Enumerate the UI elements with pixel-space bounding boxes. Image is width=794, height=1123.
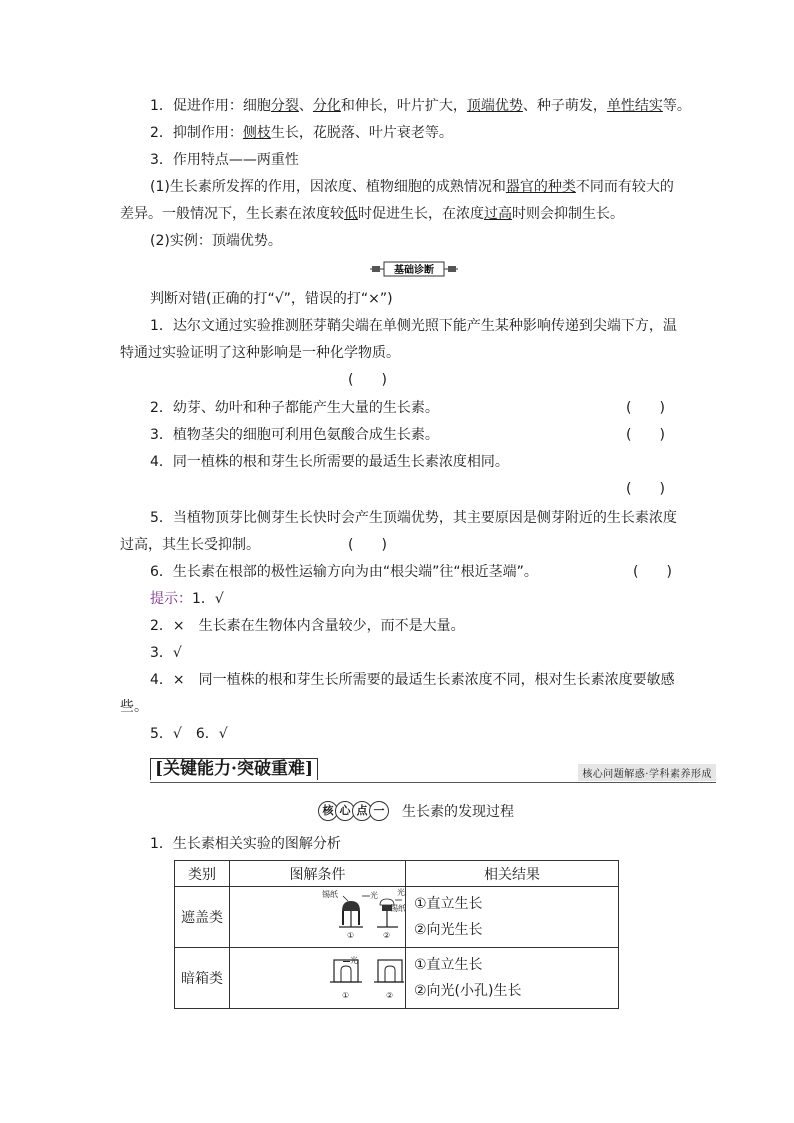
blank-fenhua: 分化 [312,98,341,114]
judge-intro: 判断对错(正确的打“√”，错误的打“×”) [150,291,393,307]
judge-q4: 4．同一植株的根和芽生长所需要的最适生长素浓度相同。 [150,454,509,470]
blank-cezhi: 侧枝 [242,125,271,141]
blank-di: 低 [344,206,358,222]
row2-result-1: ①直立生长 [414,957,483,973]
row1-category: 遮盖类 [175,887,230,948]
judge-q5a: 5．当植物顶芽比侧芽生长快时会产生顶端优势，其主要原因是侧芽附近的生长素浓度 [150,510,677,526]
core-circle-1: 核 [318,801,338,821]
table-row [175,948,619,1009]
judge-q2: 2．幼芽、幼叶和种子都能产生大量的生长素。 [150,400,439,416]
answer-paren-4[interactable]: ( ) [626,481,665,497]
box-2-number: ② [386,991,394,1000]
answer-56: 5．√ 6．√ [150,726,228,742]
effect-promote: 1．促进作用：细胞分裂、分化和伸长，叶片扩大，顶端优势、种子萌发，单性结实等。 [150,98,691,114]
answer-2: 2．× 生长素在生物体内含量较少，而不是大量。 [150,618,465,634]
effect-feature-heading: 3．作用特点——两重性 [150,152,299,168]
section-title: [关键能力·突破重难] [150,758,318,780]
core-circle-2: 心 [335,801,355,821]
row1-result-1: ①直立生长 [414,896,483,912]
dark-box-experiment-diagram [230,948,405,1004]
answer-paren-2[interactable]: ( ) [626,400,665,416]
answer-3: 3．√ [150,645,182,661]
table-header-category: 类别 [175,861,230,887]
feature-example: (2)实例：顶端优势。 [150,233,282,249]
dark-box-light-arrow [343,961,350,962]
badge-label: 基础诊断 [394,265,434,276]
answer-paren-3[interactable]: ( ) [626,427,665,443]
table-header-result: 相关结果 [406,861,619,887]
judge-q1b: 特通过实验证明了这种影响是一种化学物质。 [120,345,400,361]
answer-paren-5[interactable]: ( ) [348,537,387,553]
box-1-number: ① [342,991,350,1000]
judge-q6: 6．生长素在根部的极性运输方向为由“根尖端”往“根近茎端”。 [150,564,538,580]
answer-1: 1．√ [192,591,224,607]
judge-q3: 3．植物茎尖的细胞可利用色氨酸合成生长素。 [150,427,439,443]
blank-guogao: 过高 [484,206,512,222]
judge-q5b: 过高，其生长受抑制。 [120,537,260,553]
dark-box-light-label: 光 [350,956,358,965]
row2-results [406,948,619,1009]
table-header-row [175,861,619,887]
answer-hint-line [150,589,224,609]
table-header-figure: 图解条件 [230,861,406,887]
light-label-2: 光 [397,888,405,897]
blank-danxingjieshi: 单性结实 [606,98,663,114]
answer-4a: 4．× 同一植株的根和芽生长所需要的最适生长素浓度不同，根对生长素浓度要敏感 [150,672,675,688]
blank-qiguan: 器官的种类 [505,179,576,195]
core-point-heading [318,801,514,821]
covering-experiment-diagram [230,887,405,943]
core-circle-3: 点 [352,801,372,821]
judge-q1a: 1．达尔文通过实验推测胚芽鞘尖端在单侧光照下能产生某种影响传递到尖端下方，温 [150,318,677,334]
row1-results [406,887,619,948]
answer-paren-6[interactable]: ( ) [633,564,672,580]
effect-inhibit: 2．抑制作用：侧枝生长，花脱落、叶片衰老等。 [150,125,453,141]
row2-result-2: ②向光(小孔)生长 [414,983,522,999]
table-row [175,887,619,948]
row2-category: 暗箱类 [175,948,230,1009]
foil-label-2: 锡纸 [390,904,405,913]
answer-paren-1[interactable]: ( ) [348,372,387,388]
feature-para-1: (1)生长素所发挥的作用，因浓度、植物细胞的成熟情况和器官的种类不同而有较大的 [150,179,674,195]
core-point-title: 生长素的发现过程 [402,804,514,820]
section-tag: 核心问题解惑·学科素养形成 [578,764,716,781]
basic-diagnosis-badge [370,261,458,277]
blank-fenlie: 分裂 [270,98,299,114]
answer-4b: 些。 [120,699,148,715]
blank-dingduanyoushi: 顶端优势 [466,98,523,114]
hint-label: 提示： [150,591,192,607]
feature-para-2: 差异。一般情况下，生长素在浓度较低时促进生长，在浓度过高时则会抑制生长。 [120,206,624,222]
light-label-1: 光 [370,891,378,900]
table-intro: 1．生长素相关实验的图解分析 [150,836,341,852]
plant-1-number: ① [347,931,355,940]
foil-label-1: 锡纸 [322,890,338,899]
plant-2-number: ② [383,931,391,940]
core-circle-4: 一 [369,801,389,821]
experiment-table [174,860,619,1009]
row1-result-2: ②向光生长 [414,922,483,938]
row2-figure [230,948,406,1009]
row1-figure [230,887,406,948]
